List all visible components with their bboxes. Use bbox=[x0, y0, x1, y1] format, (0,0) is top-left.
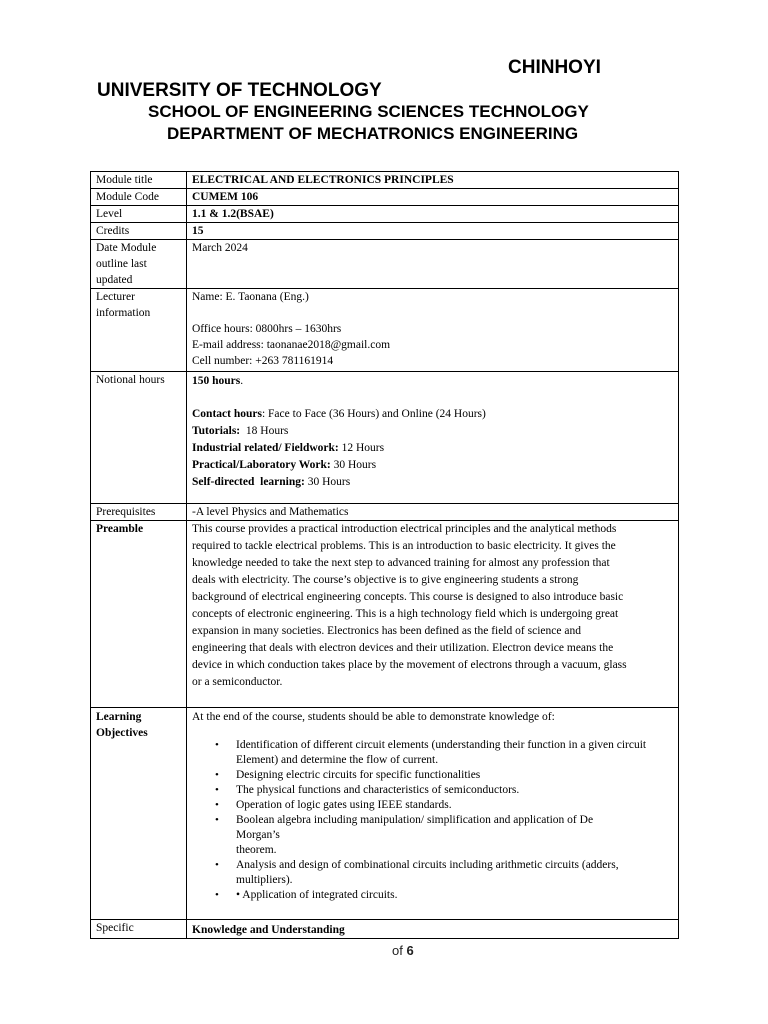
footer-total-pages: 6 bbox=[406, 943, 414, 958]
page-footer bbox=[392, 943, 414, 958]
preamble-line: engineering that deals with electron devices and their utilization. Electron device means the bbox=[192, 642, 614, 654]
value-level: 1.1 & 1.2(BSAE) bbox=[187, 206, 679, 223]
contact-hours-value: : Face to Face (36 Hours) and Online (24 Hours) bbox=[261, 408, 486, 420]
header-university: UNIVERSITY OF TECHNOLOGY bbox=[97, 80, 382, 101]
practical-value: 30 Hours bbox=[330, 459, 377, 471]
value-module-title: ELECTRICAL AND ELECTRONICS PRINCIPLES bbox=[187, 172, 679, 189]
objectives-intro: At the end of the course, students should be able to demonstrate knowledge of: bbox=[192, 711, 555, 723]
preamble-line: knowledge needed to take the next step to advanced training for almost any profession that bbox=[192, 557, 610, 569]
value-preamble bbox=[187, 521, 679, 708]
tutorials-value: 18 Hours bbox=[240, 425, 289, 437]
row-specific bbox=[91, 920, 679, 939]
value-notional-hours bbox=[187, 372, 679, 504]
preamble-line: required to tackle electrical problems. This is an introduction to basic electricity. It gives the bbox=[192, 540, 616, 552]
row-module-title bbox=[91, 172, 679, 189]
value-module-code: CUMEM 106 bbox=[187, 189, 679, 206]
row-credits bbox=[91, 223, 679, 240]
label-level: Level bbox=[91, 206, 187, 223]
row-preamble bbox=[91, 521, 679, 708]
label-module-title: Module title bbox=[91, 172, 187, 189]
self-directed-label: Self-directed learning: bbox=[192, 476, 305, 488]
practical-label: Practical/Laboratory Work: bbox=[192, 459, 331, 471]
lecturer-email: E-mail address: taonanae2018@gmail.com bbox=[192, 339, 391, 351]
value-lecturer bbox=[187, 289, 679, 372]
label-learning-line2: Objectives bbox=[96, 727, 148, 739]
value-specific: Knowledge and Understanding bbox=[187, 920, 679, 939]
row-lecturer bbox=[91, 289, 679, 372]
label-lecturer: Lecturer information bbox=[91, 289, 187, 372]
objective-item: • Identification of different circuit elements (understanding their function in a given circuit Element) and determine the flow of current. bbox=[236, 738, 675, 768]
value-credits: 15 bbox=[187, 223, 679, 240]
industrial-value: 12 Hours bbox=[338, 442, 385, 454]
total-hours-suffix: . bbox=[240, 375, 244, 387]
value-date-updated: March 2024 bbox=[187, 240, 679, 289]
tutorials-label: Tutorials: bbox=[192, 425, 241, 437]
label-learning-objectives bbox=[91, 708, 187, 920]
objective-item: • Analysis and design of combinational circuits including arithmetic circuits (adders, multipliers). bbox=[236, 858, 675, 888]
row-learning-objectives bbox=[91, 708, 679, 920]
lecturer-cell: Cell number: +263 781161914 bbox=[192, 355, 334, 367]
row-level bbox=[91, 206, 679, 223]
preamble-line: device in which conduction takes place by the movement of electrons through a vacuum, glass bbox=[192, 659, 627, 671]
objectives-list bbox=[192, 738, 675, 903]
objective-item bbox=[236, 813, 675, 858]
label-learning-line1: Learning bbox=[96, 711, 142, 723]
objective-item: • Operation of logic gates using IEEE standards. bbox=[236, 798, 675, 813]
preamble-line: or a semiconductor. bbox=[192, 676, 283, 688]
preamble-line: concepts of electronic engineering. This is a high technology field which is undergoing great bbox=[192, 608, 619, 620]
header-department: DEPARTMENT OF MECHATRONICS ENGINEERING bbox=[167, 124, 579, 143]
row-prerequisites bbox=[91, 504, 679, 521]
objective-item: • The physical functions and characteristics of semiconductors. bbox=[236, 783, 675, 798]
preamble-line: expansion in many societies. Electronics has been defined as the field of science and bbox=[192, 625, 581, 637]
industrial-label: Industrial related/ Fieldwork: bbox=[192, 442, 339, 454]
label-preamble: Preamble bbox=[91, 521, 187, 708]
footer-prefix: of bbox=[392, 943, 403, 958]
value-prerequisites: -A level Physics and Mathematics bbox=[187, 504, 679, 521]
preamble-line: This course provides a practical introduction electrical principles and the analytical methods bbox=[192, 523, 617, 535]
module-outline-table bbox=[90, 171, 679, 939]
row-module-code bbox=[91, 189, 679, 206]
row-date-updated bbox=[91, 240, 679, 289]
row-notional-hours bbox=[91, 372, 679, 504]
contact-hours-label: Contact hours bbox=[192, 408, 262, 420]
preamble-line: background of electrical engineering concepts. This course is designed to also introduce basic bbox=[192, 591, 624, 603]
objective-item-continuation: theorem. bbox=[236, 844, 277, 856]
objective-item-text: • Boolean algebra including manipulation/ simplification and application of De Morgan’s bbox=[236, 814, 594, 841]
lecturer-name: Name: E. Taonana (Eng.) bbox=[192, 291, 309, 303]
header-chinhoyi: CHINHOYI bbox=[508, 57, 601, 78]
total-hours: 150 hours bbox=[192, 375, 241, 387]
label-module-code: Module Code bbox=[91, 189, 187, 206]
label-specific: Specific bbox=[91, 920, 187, 939]
label-credits: Credits bbox=[91, 223, 187, 240]
label-notional-hours: Notional hours bbox=[91, 372, 187, 504]
label-date-updated: Date Module outline last updated bbox=[91, 240, 187, 289]
header-school: SCHOOL OF ENGINEERING SCIENCES TECHNOLOGY bbox=[148, 102, 589, 121]
lecturer-office-hours: Office hours: 0800hrs – 1630hrs bbox=[192, 323, 342, 335]
objective-item: • Designing electric circuits for specific functionalities bbox=[236, 768, 675, 783]
self-directed-value: 30 Hours bbox=[304, 476, 351, 488]
value-learning-objectives bbox=[187, 708, 679, 920]
objective-item: • • Application of integrated circuits. bbox=[236, 888, 675, 903]
preamble-line: deals with electricity. The course’s objective is to give engineering students a strong bbox=[192, 574, 579, 586]
label-prerequisites: Prerequisites bbox=[91, 504, 187, 521]
